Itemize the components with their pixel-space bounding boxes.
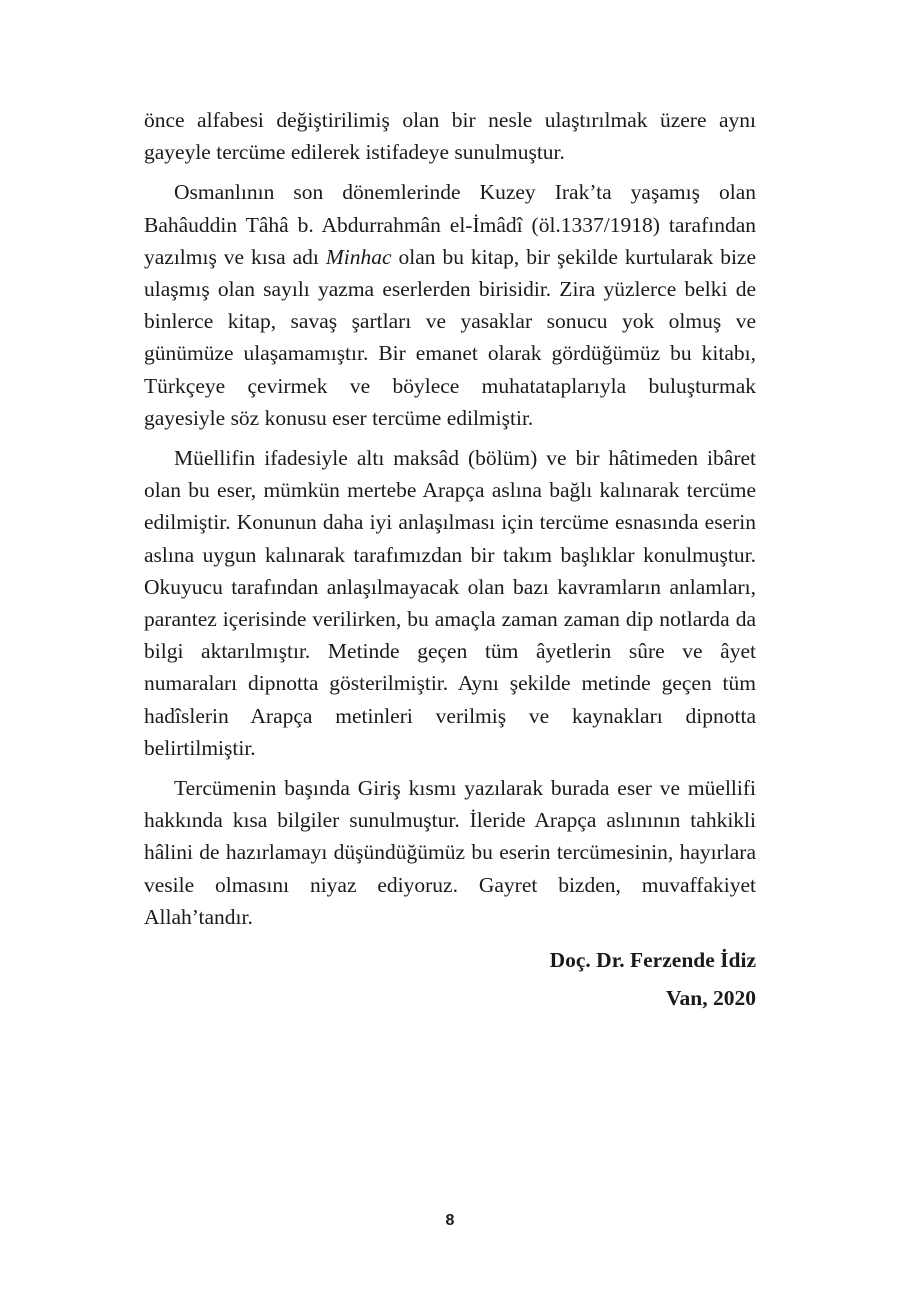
paragraph-1: önce alfabesi değiştirilimiş olan bir nesle ulaştırılmak üzere aynı gayeyle tercüme edilerek istifadeye sunulmuştur.: [144, 108, 756, 165]
signature-block: [144, 941, 756, 1017]
paragraph-2: [144, 176, 756, 434]
signature-place-date: Van, 2020: [665, 986, 756, 1011]
page-number: 8: [445, 1212, 455, 1229]
paragraph-2-text-a: Osmanlının son dönemlerinde Kuzey Irak’ta yaşamış olan Bahâuddin Tâhâ b. Abdurrahmân el-İmâdî (öl.1337/1918) tarafından yazılmış ve kısa adı: [144, 180, 756, 269]
paragraph-2-text-b: olan bu kitap, bir şekilde kurtularak bize ulaşmış olan sayılı yazma eserlerden birisidir. Zira yüzlerce belki de binlerce kitap, savaş şartları ve yasaklar sonucu yok olmuş ve günümüze ulaşamamıştır. Bir emanet olarak gördüğümüz bu kitabı, Türkçeye çevirmek ve böylece muhatataplarıyla buluşturmak gayesiyle söz konusu eser tercüme edilmiştir.: [144, 244, 756, 430]
book-title-italic: Minhac: [325, 244, 392, 269]
paragraph-4: Tercümenin başında Giriş kısmı yazılarak burada eser ve müellifi hakkında kısa bilgiler sunulmuştur. İleride Arapça aslınının tahkikli hâlini de hazırlamayı düşündüğümüz bu eserin tercümesinin, hayırlara vesile olmasını niyaz ediyoruz. Gayret bizden, muvaffakiyet Allah’tandır.: [144, 776, 756, 929]
paragraph-3: Müellifin ifadesiyle altı maksâd (bölüm) ve bir hâtimeden ibâret olan bu eser, mümkün mertebe Arapça aslına bağlı kalınarak tercüme edilmiştir. Konunun daha iyi anlaşılması için tercüme esnasında eserin aslına uygun kalınarak tarafımızdan bir takım başlıklar konulmuştur. Okuyucu tarafından anlaşılmayacak olan bazı kavramların anlamları, parantez içerisinde verilirken, bu amaçla zaman zaman dip notlarda da bilgi aktarılmıştır. Metinde geçen tüm âyetlerin sûre ve âyet numaraları dipnotta gösterilmiştir. Aynı şekilde metinde geçen tüm hadîslerin Arapça metinleri verilmiş ve kaynakları dipnotta belirtilmiştir.: [144, 446, 756, 760]
signature-author: Doç. Dr. Ferzende İdiz: [549, 948, 756, 973]
page-body: [144, 104, 756, 1017]
